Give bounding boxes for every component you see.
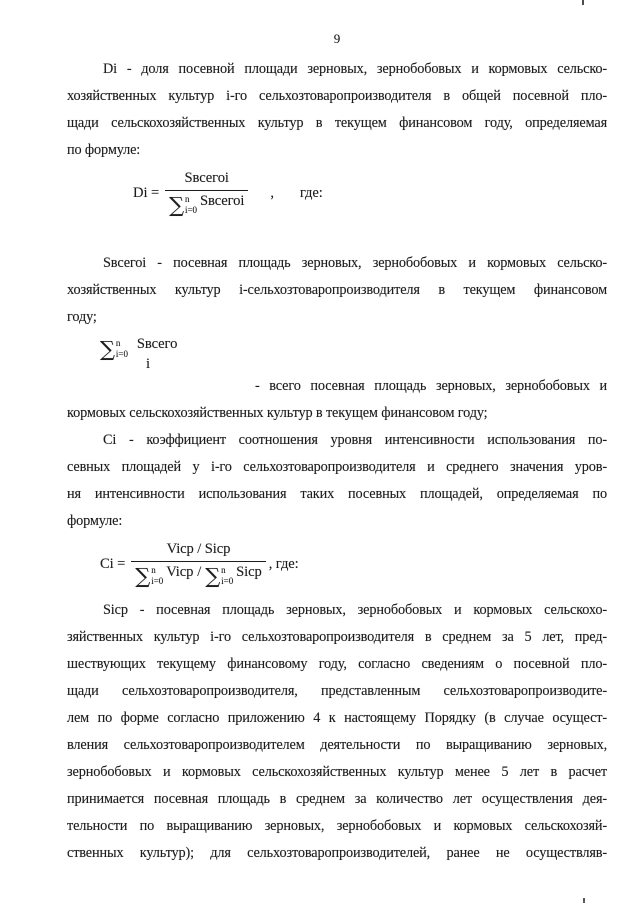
denominator-term: Siср — [236, 564, 262, 580]
formula-comma: , — [270, 184, 274, 201]
fraction-numerator: Sвсегоi — [184, 170, 229, 186]
text-line: тельности по выращиванию зерновых, зернобобовых и кормовых сельскохозяй- — [67, 818, 607, 834]
sigma-symbol: ∑ — [100, 337, 115, 361]
denominator-term: Sвсегоi — [199, 193, 245, 209]
sum-expression — [100, 331, 607, 361]
text-line: формуле: — [67, 513, 123, 529]
fraction — [165, 170, 248, 216]
text-line: Siср - посевная площадь зерновых, зернобобовых и кормовых сельскохо- — [103, 602, 607, 618]
text-line: хозяйственных культур i-сельхозтоваропроизводителя в текущем финансовом — [67, 282, 607, 298]
text-line: лем по форме согласно приложению 4 к настоящему Порядку (в случае осущест- — [67, 710, 607, 726]
sum-operator — [169, 194, 200, 216]
fraction-numerator: Viср / Siср — [166, 541, 231, 557]
sum-limits — [220, 565, 236, 587]
denominator-term: Viср — [166, 564, 194, 580]
fraction-denominator — [131, 561, 265, 587]
text-line: хозяйственных культур i-го сельхозтоваропроизводителя в общей посевной пло- — [67, 88, 607, 104]
text-line: Ci - коэффициент соотношения уровня интенсивности использования по- — [103, 432, 607, 448]
scan-artifact-top-right — [582, 0, 584, 5]
paragraph-ci-definition — [67, 427, 607, 535]
sigma-symbol: ∑ — [169, 193, 184, 217]
formula-tail: , где: — [268, 555, 299, 572]
text-line: ня интенсивности использования таких посевных площадей, определяемая по — [67, 486, 607, 502]
text-line: - всего посевная площадь зерновых, зернобобовых и — [255, 378, 607, 394]
sum-lower-limit: i=0 — [221, 576, 234, 586]
text-line: принимается посевная площадь в среднем за количество лет осуществления дея- — [67, 791, 607, 807]
text-line: году; — [67, 309, 97, 325]
text-line: ственных культур); для сельхозтоваропроизводителей, ранее не осуществляв- — [67, 845, 607, 861]
sum-upper-limit: n — [151, 565, 156, 575]
sum-caption — [67, 373, 607, 427]
formula-lhs: Di = — [133, 184, 160, 201]
paragraph-sicp-definition — [67, 597, 607, 867]
formula-ci — [100, 541, 607, 587]
paragraph-di-definition — [67, 56, 607, 164]
sum-lower-limit: i=0 — [115, 349, 128, 359]
fraction-denominator — [165, 190, 248, 216]
text-line: севных площадей у i-го сельхозтоваропроизводителя и среднего значения уров- — [67, 459, 607, 475]
text-line: Sвсегоi - посевная площадь зерновых, зернобобовых и кормовых сельско- — [103, 255, 607, 271]
fraction — [131, 541, 265, 587]
text-line: кормовых сельскохозяйственных культур в текущем финансовом году; — [67, 405, 488, 421]
text-line: Di - доля посевной площади зерновых, зернобобовых и кормовых сельско- — [103, 61, 607, 77]
text-line: по формуле: — [67, 142, 141, 158]
text-line: щади сельхозтоваропроизводителя, представленным сельхозтоваропроизводите- — [67, 683, 607, 699]
text-line: вления сельхозтоваропроизводителем деятельности по выращиванию зерновых, — [67, 737, 607, 753]
sum-lower-limit: i=0 — [151, 576, 164, 586]
scan-artifact-bottom-right — [583, 898, 585, 903]
text-line: щади сельскохозяйственных культур в текущем финансовом году, определяемая — [67, 115, 607, 131]
sum-lower-limit: i=0 — [184, 205, 198, 215]
sum-term-index: i — [146, 356, 150, 372]
sum-limits — [184, 194, 200, 216]
formula-sum-total — [100, 331, 607, 373]
sigma-symbol: ∑ — [205, 564, 221, 588]
sum-upper-limit: n — [184, 194, 190, 204]
text-line: зернобобовых и кормовых сельскохозяйственных культур менее 5 лет в расчет — [67, 764, 607, 780]
sum-operator — [205, 565, 236, 587]
sum-operator — [135, 565, 166, 587]
page-number: 9 — [333, 31, 341, 46]
division-slash: / — [197, 564, 202, 580]
text-line: шествующих текущему финансовому году, согласно сведениям о посевной пло- — [67, 656, 607, 672]
sum-term: Sвсего — [136, 336, 178, 352]
sum-limits — [150, 565, 166, 587]
sum-limits — [115, 338, 131, 360]
formula-di — [133, 170, 607, 216]
formula-lhs: Ci = — [100, 555, 126, 572]
text-line: зяйственных культур i-го сельхозтоваропроизводителя в среднем за 5 лет, пред- — [67, 629, 607, 645]
sum-upper-limit: n — [221, 565, 226, 575]
sigma-symbol: ∑ — [135, 564, 151, 588]
paragraph-svsego-definition — [67, 250, 607, 331]
sum-operator — [100, 338, 131, 360]
formula-tail: где: — [299, 184, 323, 201]
sum-upper-limit: n — [115, 338, 121, 348]
